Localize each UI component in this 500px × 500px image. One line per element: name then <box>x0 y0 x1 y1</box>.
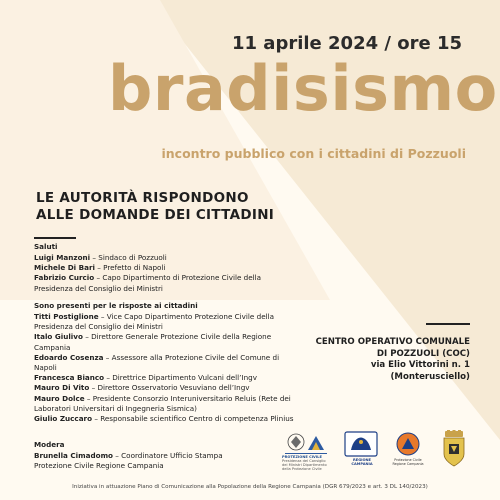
list-item: Mauro Di Vito – Direttore Osservatorio Vesuviano dell’Ingv <box>34 383 250 393</box>
divider <box>34 237 76 239</box>
headline <box>36 190 274 224</box>
list-item: Francesca Bianco – Direttrice Dipartimento Vulcani dell’Ingv <box>34 373 257 383</box>
headline-line-2: ALLE DOMANDE DEI CITTADINI <box>36 207 275 223</box>
speaker-list-presenti <box>34 312 302 424</box>
event-date-time: 11 aprile 2024 / ore 15 <box>231 33 462 54</box>
list-item: Fabrizio Curcio – Capo Dipartimento di Protezione Civile della Presidenza del Consiglio dei Ministri <box>34 273 262 293</box>
list-item: Luigi Manzoni – Sindaco di Pozzuoli <box>34 253 167 262</box>
section-title-modera: Modera <box>34 440 65 449</box>
headline-line-1: LE AUTORITÀ RISPONDONO <box>36 190 249 206</box>
logo-regione-campania: REGIONE CAMPANIA <box>343 430 379 470</box>
venue-line-4: (Monterusciello) <box>390 371 470 382</box>
list-item: Edoardo Cosenza – Assessore alla Protezione Civile del Comune di Napoli <box>34 352 280 373</box>
list-item: Giulio Zuccaro – Responsabile scientifico Centro di competenza Plinius <box>34 414 294 424</box>
venue-line-3: via Elio Vittorini n. 1 <box>370 360 470 370</box>
list-item: Italo Giulivo – Direttore Generale Protezione Civile della Regione Campania <box>34 332 272 352</box>
list-item: Brunella Cimadomo – Coordinatore Ufficio Stampa Protezione Civile Regione Campania <box>34 451 223 471</box>
protezione-civile-regione-logo-icon <box>391 430 425 460</box>
footer-note: Iniziativa in attuazione Piano di Comunicazione alla Popolazione della Regione Campania (DGR 679/2023 e art. 3 DL 140/2023) <box>72 484 428 490</box>
event-subtitle: incontro pubblico con i cittadini di Pozzuoli <box>161 146 466 161</box>
logo-protezione-civile: PROTEZIONE CIVILE Presidenza del Consiglio dei Ministri Dipartimento della Protezione Civile <box>282 430 332 470</box>
venue-address <box>316 337 470 383</box>
section-title-saluti: Saluti <box>34 242 58 251</box>
list-item: Titti Postiglione – Vice Capo Dipartimento Protezione Civile della Presidenza del Consiglio dei Ministri <box>34 312 275 332</box>
event-title: bradisismo <box>108 52 498 125</box>
logo-comune-pozzuoli <box>440 430 468 470</box>
speaker-list-modera <box>34 451 224 471</box>
list-item: Mauro Dolce – Presidente Consorzio Interuniversitario Reluis (Rete dei Laboratori Universitari di Ingegneria Sismica) <box>34 393 291 413</box>
logo-protezione-civile-regione: Protezione Civile Regione Campania <box>391 430 425 470</box>
venue-line-1: CENTRO OPERATIVO COMUNALE <box>315 337 470 347</box>
venue-line-2: DI POZZUOLI (COC) <box>376 348 470 359</box>
section-title-presenti: Sono presenti per le risposte ai cittadini <box>34 301 198 310</box>
list-item: Michele Di Bari – Prefetto di Napoli <box>34 263 166 273</box>
venue-divider <box>426 323 470 325</box>
pozzuoli-crest-icon <box>440 430 468 470</box>
speaker-list-saluti <box>34 253 302 294</box>
